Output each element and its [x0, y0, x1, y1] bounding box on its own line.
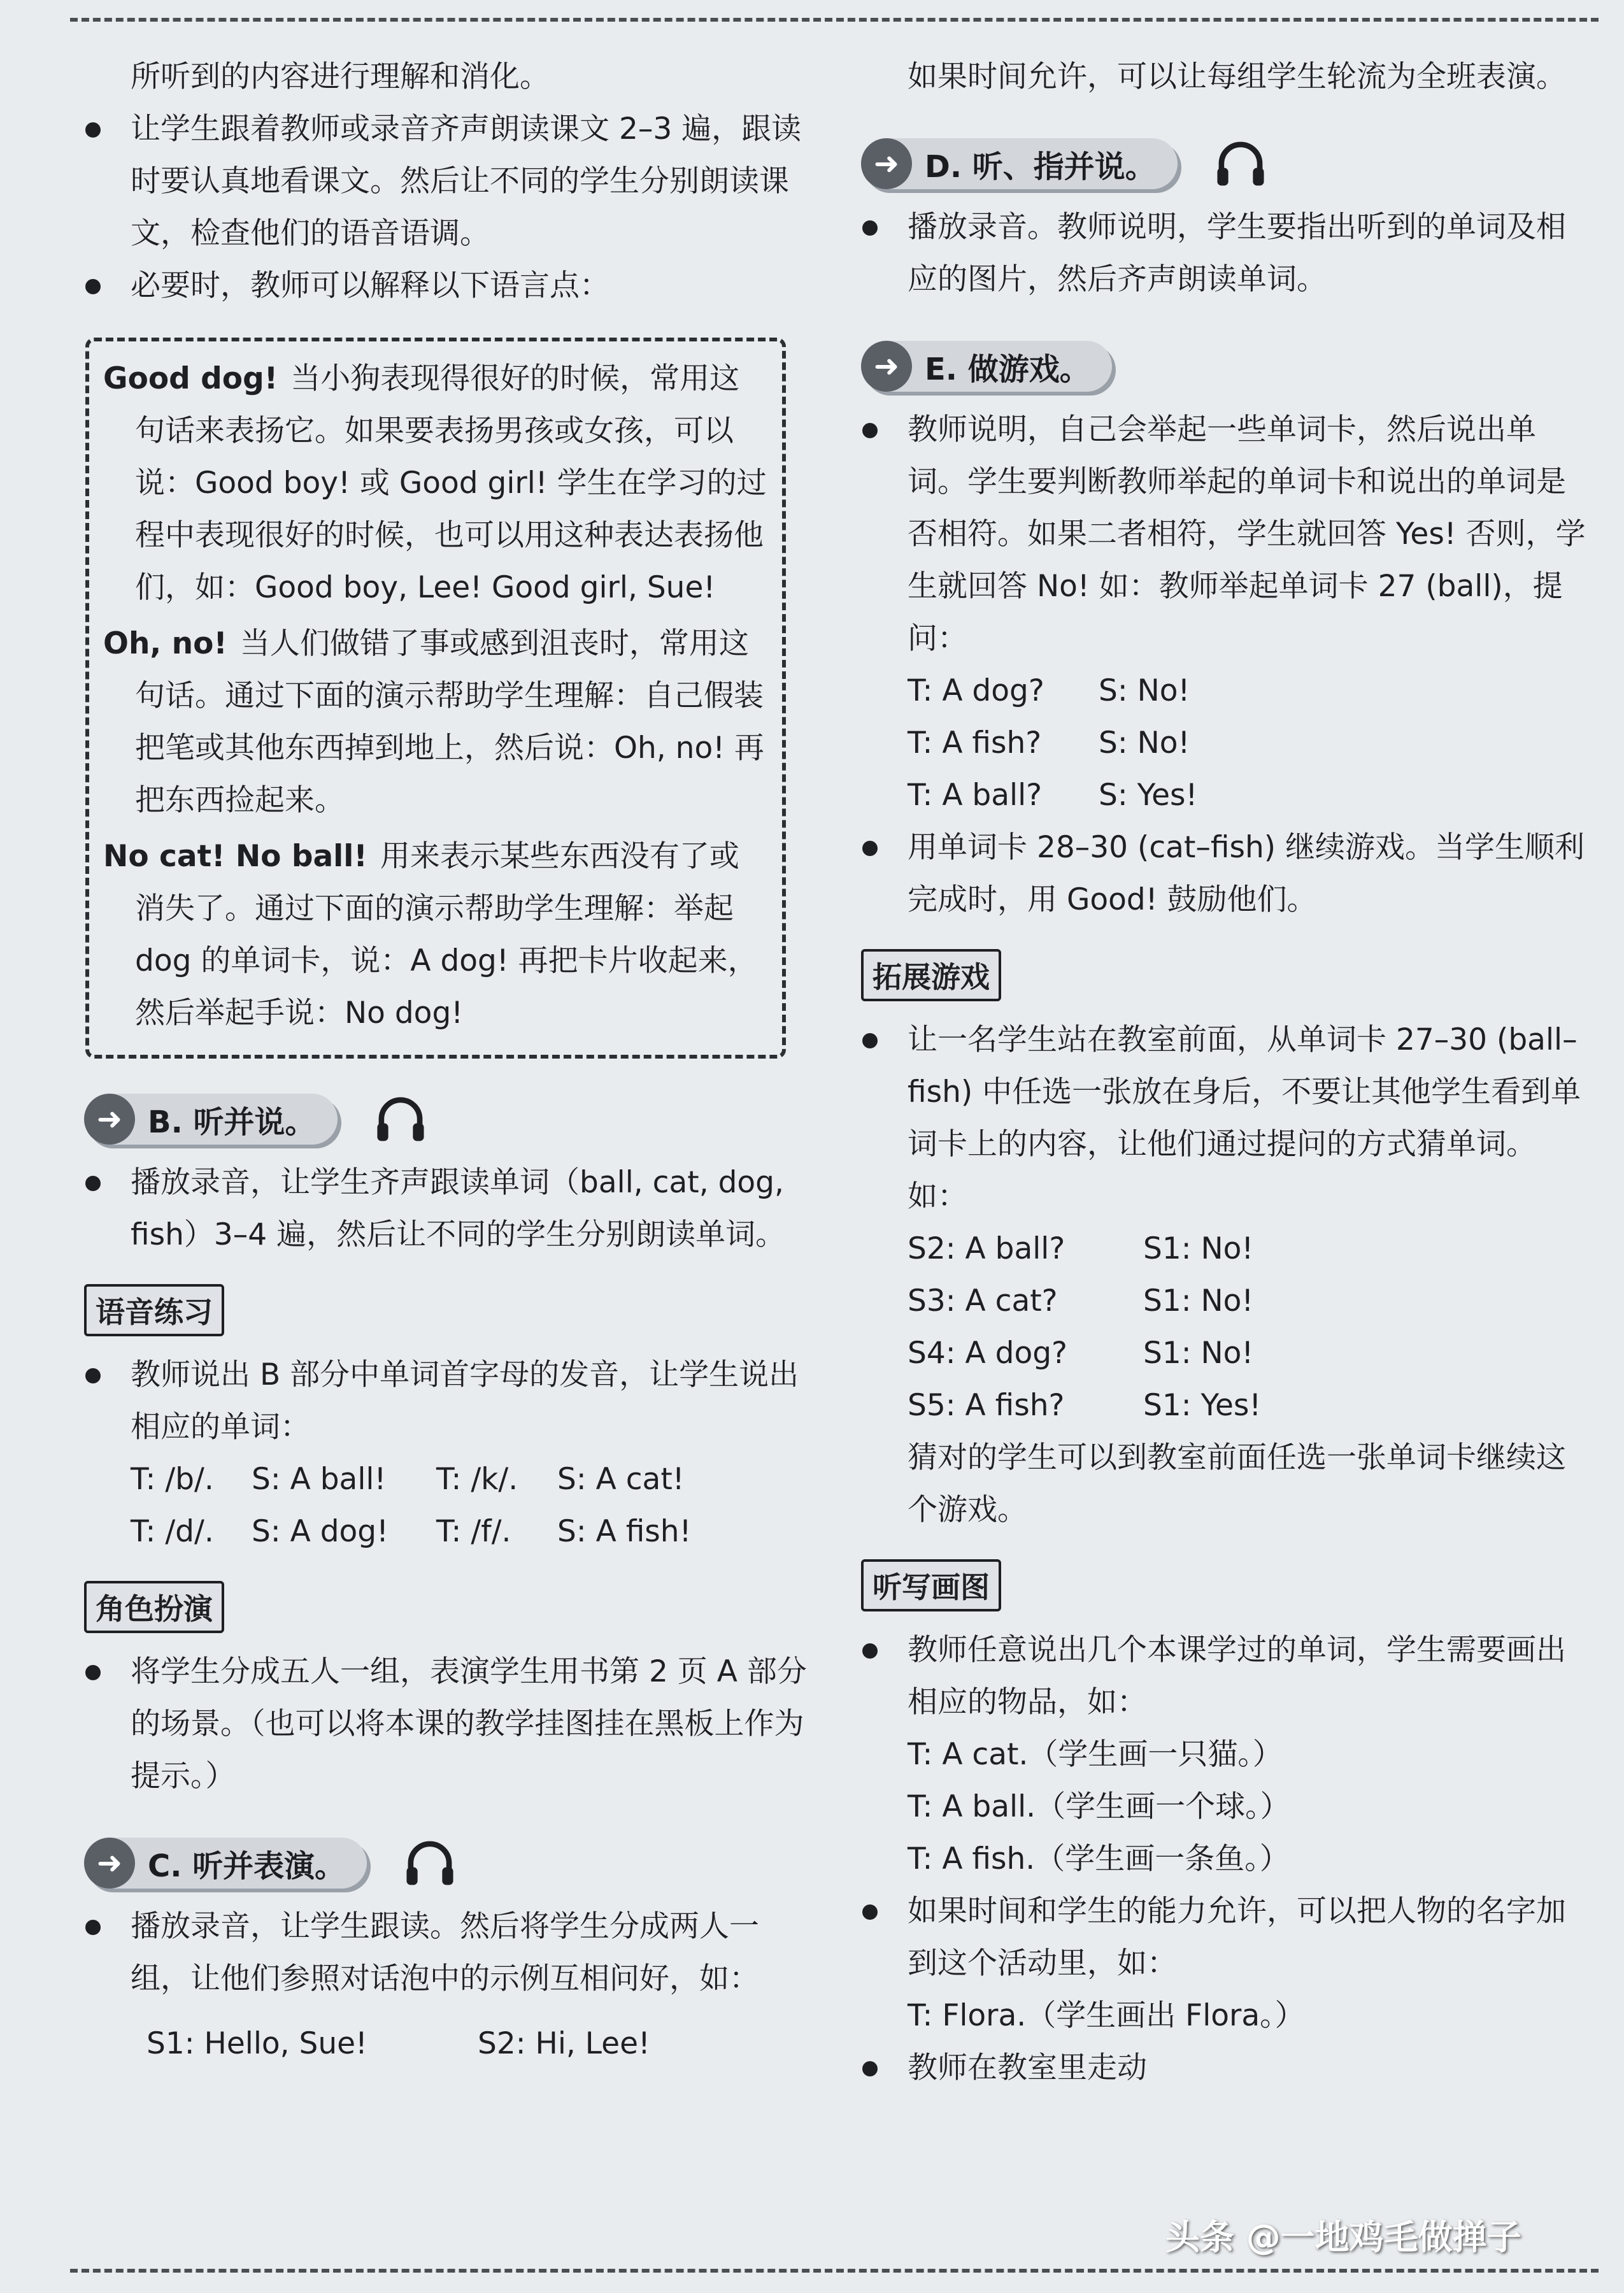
guess-dialog — [853, 1223, 1586, 1432]
section-e-bullet2: 用单词卡 28–30 (cat–fish) 继续游戏。当学生顺利完成时，用 Good! 鼓励他们。 — [853, 822, 1586, 926]
greeting-dialog — [76, 2018, 809, 2070]
headphones-icon — [1213, 136, 1268, 191]
note-term: No cat! No ball! — [103, 839, 367, 874]
dictation-bullet2: 如果时间和学生的能力允许，可以把人物的名字加到这个活动里，如： — [853, 1885, 1586, 1990]
note-text: 当小狗表现得很好的时候，常用这句话来表扬它。如果要表扬男孩或女孩，可以说：Good boy! 或 Good girl! 学生在学习的过程中表现很好的时候，也可以用这种表达表扬他们，如：Good boy, Lee! Good girl, Sue! — [135, 361, 767, 605]
dialog-cell: S2: A ball? — [908, 1231, 1065, 1266]
note-text: 当人们做错了事或感到沮丧时，常用这句话。通过下面的演示帮助学生理解：自己假装把笔或其他东西掉到地上，然后说：Oh, no! 再把东西捡起来。 — [135, 626, 764, 818]
right-intro: 如果时间允许，可以让每组学生轮流为全班表演。 — [908, 59, 1566, 94]
section-e-header — [861, 338, 1586, 395]
intro-line: 所听到的内容进行理解和消化。 — [131, 59, 550, 94]
dialog-cell: S1: No! — [1143, 1336, 1254, 1371]
section-d-header — [861, 135, 1586, 192]
roleplay-tag: 角色扮演 — [84, 1581, 224, 1633]
dialog-cell: S: No! — [1099, 673, 1190, 708]
arrow-right-icon: ➜ — [84, 1094, 135, 1145]
dialog-cell: S: Yes! — [1099, 778, 1198, 813]
arrow-right-icon: ➜ — [861, 341, 912, 392]
dialog-s1: S1: Hello, Sue! — [146, 2026, 367, 2061]
arrow-right-icon: ➜ — [84, 1838, 135, 1889]
extension-after: 猜对的学生可以到教室前面任选一张单词卡继续这个游戏。 — [908, 1440, 1566, 1527]
note-term: Oh, no! — [103, 626, 227, 661]
left-column — [76, 51, 809, 2070]
dictation-line: T: A cat.（学生画一只猫。） — [908, 1737, 1283, 1772]
note-term: Good dog! — [103, 361, 278, 396]
note-text: 用来表示某些东西没有了或消失了。通过下面的演示帮助学生理解：举起 dog 的单词卡，说：A dog! 再把卡片收起来，然后举起手说：No dog! — [135, 839, 758, 1031]
bullet-explain: 必要时，教师可以解释以下语言点： — [76, 260, 809, 312]
dictation-bullet3: 教师在教室里走动 — [853, 2042, 1586, 2094]
dialog-cell: T: A fish? — [908, 725, 1042, 761]
phonics-dialog — [76, 1454, 809, 1558]
note-no-cat — [103, 831, 768, 1039]
dialog-cell: T: A dog? — [908, 673, 1044, 708]
headphones-icon — [373, 1092, 428, 1146]
game-dialog — [853, 665, 1586, 822]
dictation-line: T: A ball.（学生画一个球。） — [908, 1789, 1290, 1824]
dictation-line-flora: T: Flora.（学生画出 Flora。） — [908, 1998, 1305, 2033]
dialog-cell: S1: Yes! — [1143, 1388, 1262, 1423]
dictation-line: T: A fish.（学生画一条鱼。） — [908, 1841, 1290, 1876]
section-d-title: D. 听、指并说。 — [925, 148, 1156, 185]
dialog-cell: S: A cat! — [557, 1462, 685, 1497]
section-c-title: C. 听并表演。 — [148, 1848, 346, 1884]
section-c-pill — [84, 1838, 367, 1889]
roleplay-bullet: 将学生分成五人一组，表演学生用书第 2 页 A 部分的场景。（也可以将本课的教学挂图挂在黑板上作为提示。） — [76, 1646, 809, 1803]
note-good-dog — [103, 353, 768, 614]
section-c-bullet: 播放录音，让学生跟读。然后将学生分成两人一组，让他们参照对话泡中的示例互相问好，如： — [76, 1901, 809, 2005]
section-e-title: E. 做游戏。 — [925, 351, 1090, 387]
section-e-bullet: 教师说明，自己会举起一些单词卡，然后说出单词。学生要判断教师举起的单词卡和说出的单词是否相符。如果二者相符，学生就回答 Yes! 否则，学生就回答 No! 如：教师举起单词卡 27 (ball)，提问： — [853, 404, 1586, 665]
dictation-bullet: 教师任意说出几个本课学过的单词，学生需要画出相应的物品，如： — [853, 1624, 1586, 1729]
dialog-s2: S2: Hi, Lee! — [478, 2026, 650, 2061]
extension-tag: 拓展游戏 — [861, 949, 1001, 1001]
dialog-cell: T: /k/. — [436, 1462, 518, 1497]
dialog-cell: S3: A cat? — [908, 1283, 1058, 1318]
dialog-cell: S5: A fish? — [908, 1388, 1065, 1423]
dialog-cell: S: A fish! — [557, 1514, 692, 1549]
phonics-tag: 语音练习 — [84, 1284, 224, 1336]
dialog-cell: S: A dog! — [252, 1514, 388, 1549]
phonics-bullet: 教师说出 B 部分中单词首字母的发音，让学生说出相应的单词： — [76, 1349, 809, 1454]
section-d-pill — [861, 138, 1178, 189]
dialog-cell: S1: No! — [1143, 1283, 1254, 1318]
dialog-cell: T: /b/. — [131, 1462, 214, 1497]
section-d-bullet: 播放录音。教师说明，学生要指出听到的单词及相应的图片，然后齐声朗读单词。 — [853, 201, 1586, 306]
section-b-pill — [84, 1094, 338, 1145]
bullet-read-text: 让学生跟着教师或录音齐声朗读课文 2–3 遍，跟读时要认真地看课文。然后让不同的学生分别朗读课文，检查他们的语音语调。 — [76, 103, 809, 260]
dialog-cell: T: /d/. — [131, 1514, 214, 1549]
dictation-tag: 听写画图 — [861, 1559, 1001, 1611]
language-notes-box — [85, 338, 786, 1059]
section-b-title: B. 听并说。 — [148, 1104, 316, 1140]
dialog-cell: T: /f/. — [436, 1514, 511, 1549]
headphones-icon — [402, 1836, 457, 1890]
section-e-pill — [861, 341, 1112, 392]
section-b-bullet: 播放录音，让学生齐声跟读单词（ball, cat, dog, fish）3–4 遍，然后让不同的学生分别朗读单词。 — [76, 1157, 809, 1261]
note-oh-no — [103, 618, 768, 827]
arrow-right-icon: ➜ — [861, 138, 912, 189]
watermark-text: 头条 @一地鸡毛做掸子 — [1165, 2217, 1521, 2257]
section-b-header — [84, 1090, 809, 1148]
dialog-cell: S: A ball! — [252, 1462, 387, 1497]
dialog-cell: S1: No! — [1143, 1231, 1254, 1266]
right-column — [853, 51, 1586, 2094]
extension-bullet: 让一名学生站在教室前面，从单词卡 27–30 (ball–fish) 中任选一张放在身后，不要让其他学生看到单词卡上的内容，让他们通过提问的方式猜单词。如： — [853, 1014, 1586, 1223]
dialog-cell: S: No! — [1099, 725, 1190, 761]
dialog-cell: T: A ball? — [908, 778, 1043, 813]
dialog-cell: S4: A dog? — [908, 1336, 1067, 1371]
section-c-header — [84, 1834, 809, 1892]
